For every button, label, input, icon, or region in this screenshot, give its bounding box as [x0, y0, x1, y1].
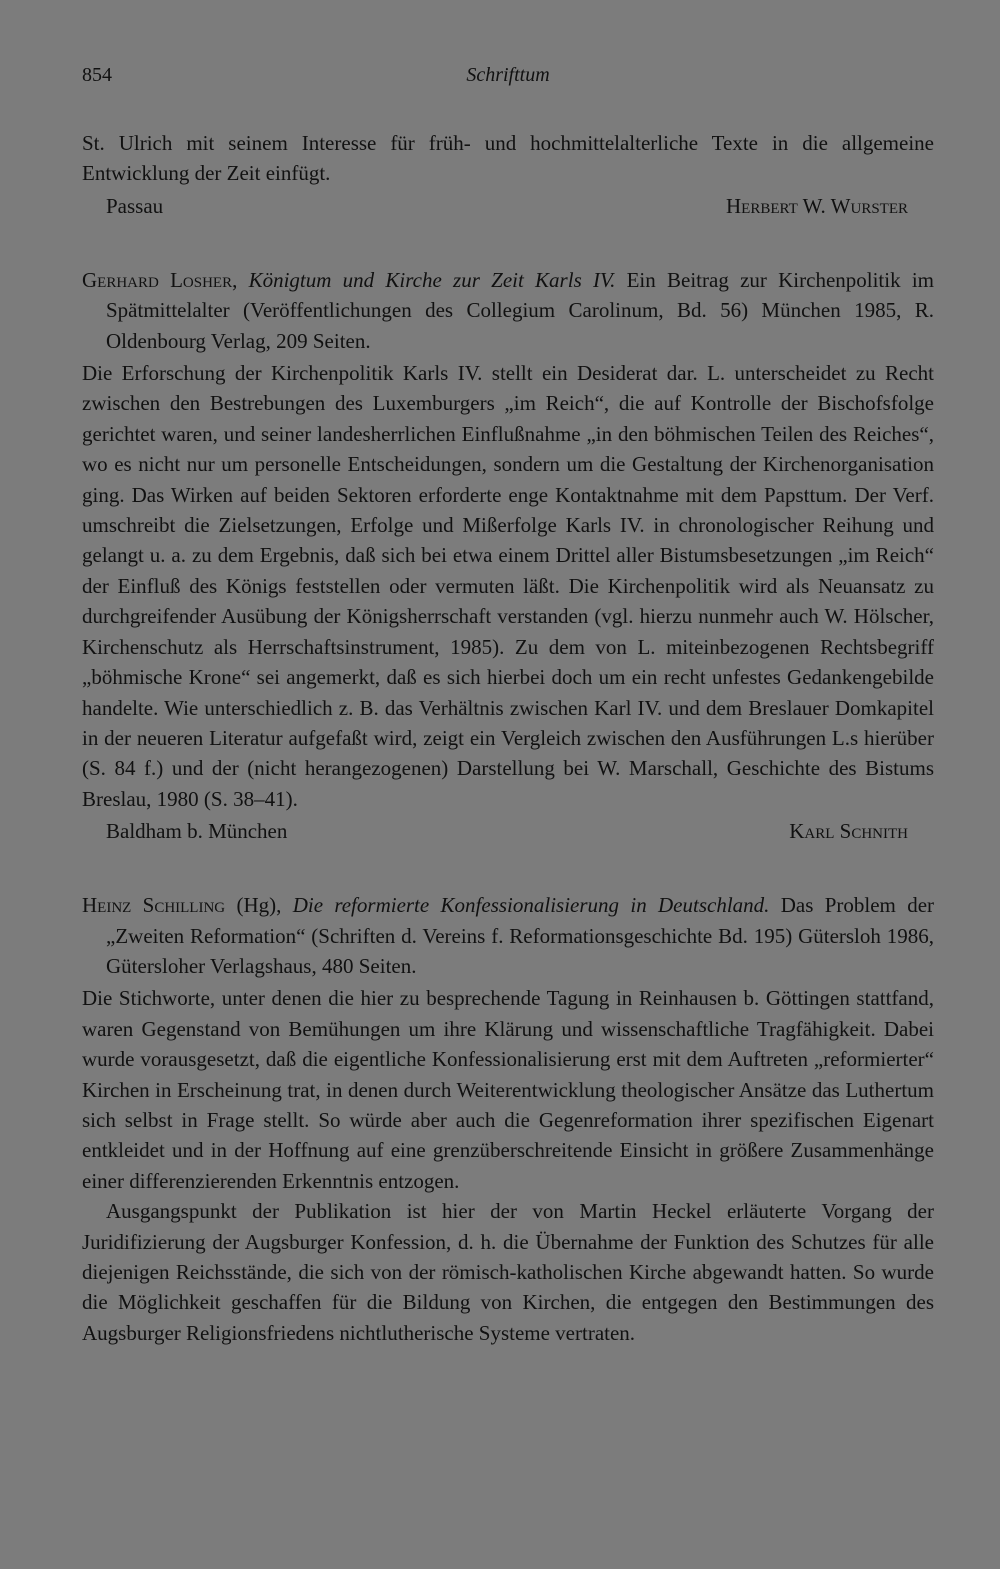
- book-title: Königtum und Kirche zur Zeit Karls IV.: [248, 267, 616, 292]
- book-author: Heinz Schilling: [82, 893, 226, 918]
- reviewer-name: Herbert W. Wurster: [726, 193, 908, 218]
- running-head: Schrifttum: [466, 64, 550, 86]
- continued-review: [82, 128, 934, 221]
- citation-details: Ein Beitrag zur Kirchenpolitik im Spätmittelalter (Veröffentlichungen des Collegium Carolinum, Bd. 56) München 1985, R. Oldenbourg Verlag, 209 Seiten.: [106, 267, 935, 353]
- review-paragraph: Ausgangspunkt der Publikation ist hier der von Martin Heckel erläuterte Vorgang der Juridifizierung der Augsburger Konfession, d. h. die Übernahme der Funktion des Schutzes für alle diejenigen Reichsstände, die sich von der römisch-katholischen Kirche abgewandt hatten. So wurde die Möglichkeit geschaffen für die Bildung von Kirchen, die entgegen den Bestimmungen des Augsburger Religionsfriedens nichtlutherische Systeme vertraten.: [82, 1199, 934, 1345]
- page-number: 854: [82, 64, 112, 86]
- reviewer-place: Baldham b. München: [106, 818, 288, 843]
- reviewer-name: Karl Schnith: [789, 818, 908, 843]
- review-losher: [82, 265, 934, 846]
- citation-details: Das Problem der „Zweiten Reformation“ (Schriften d. Vereins f. Reformationsgeschichte Bd. 195) Gütersloh 1986, Gütersloher Verlagshaus, 480 Seiten.: [106, 893, 935, 978]
- book-citation: [82, 890, 934, 981]
- book-title: Die reformierte Konfessionalisierung in Deutschland.: [292, 893, 770, 918]
- continued-paragraph: St. Ulrich mit seinem Interesse für früh- und hochmittelalterliche Texte in die allgemeine Entwicklung der Zeit einfügt.: [82, 131, 934, 186]
- page-body: [82, 128, 934, 1348]
- reviewer-place: Passau: [106, 193, 164, 218]
- review-paragraph: Die Erforschung der Kirchenpolitik Karls IV. stellt ein Desiderat dar. L. unterscheidet zu Recht zwischen den Bestrebungen des Luxemburgers „im Reich“, die auf Kontrolle der Bischofsfolge gerichtet waren, und seiner landesherrlichen Einflußnahme „in den böhmischen Teilen des Reiches“, wo es nicht nur um personelle Entscheidungen, sondern um die Gestaltung der Kirchenorganisation ging. Das Wirken auf beiden Sektoren erforderte enge Kontaktnahme mit dem Papsttum. Der Verf. umschreibt die Zielsetzungen, Erfolge und Mißerfolge Karls IV. in chronologischer Reihung und gelangt u. a. zu dem Ergebnis, daß sich bei etwa einem Drittel aller Bistumsbesetzungen „im Reich“ der Einfluß des Königs feststellen oder vermuten läßt. Die Kirchenpolitik wird als Neuansatz zu durchgreifender Ausübung der Königsherrschaft verstanden (vgl. hierzu nunmehr auch W. Hölscher, Kirchenschutz als Herrschaftsinstrument, 1985). Zu dem von L. miteinbezogenen Rechtsbegriff „böhmische Krone“ sei angemerkt, daß es sich hierbei doch um ein recht unfestes Gedankengebilde handelte. Wie unterschiedlich z. B. das Verhältnis zwischen Karl IV. und dem Breslauer Domkapitel in der neueren Literatur aufgefaßt wird, zeigt ein Vergleich zwischen den Ausführungen L.s hierüber (S. 84 f.) und der (nicht herangezogenen) Darstellung bei W. Marschall, Geschichte des Bistums Breslau, 1980 (S. 38–41).: [82, 361, 934, 811]
- book-author: Gerhard Losher,: [82, 267, 238, 292]
- review-signature: [82, 816, 934, 846]
- review-schilling: [82, 890, 934, 1348]
- page: [82, 62, 934, 1348]
- book-citation: [82, 265, 934, 356]
- review-paragraph: Die Stichworte, unter denen die hier zu besprechende Tagung in Reinhausen b. Göttingen stattfand, waren Gegenstand von Bemühungen um ihre Klärung und wissenschaftliche Tragfähigkeit. Dabei wurde vorausgesetzt, daß die eigentliche Konfessionalisierung erst mit dem Auftreten „reformierter“ Kirchen in Erscheinung trat, in denen durch Weiterentwicklung theologischer Ansätze das Luthertum sich selbst in Frage stellt. So würde aber auch die Gegenreformation ihrer spezifischen Eigenart entkleidet und in der Hoffnung auf eine grenzüberschreitende Einsicht in größere Zusammenhänge einer differenzierenden Erkenntnis entzogen.: [82, 986, 934, 1193]
- author-role: (Hg),: [225, 893, 282, 918]
- review-signature: [82, 191, 934, 221]
- page-header: [82, 62, 934, 98]
